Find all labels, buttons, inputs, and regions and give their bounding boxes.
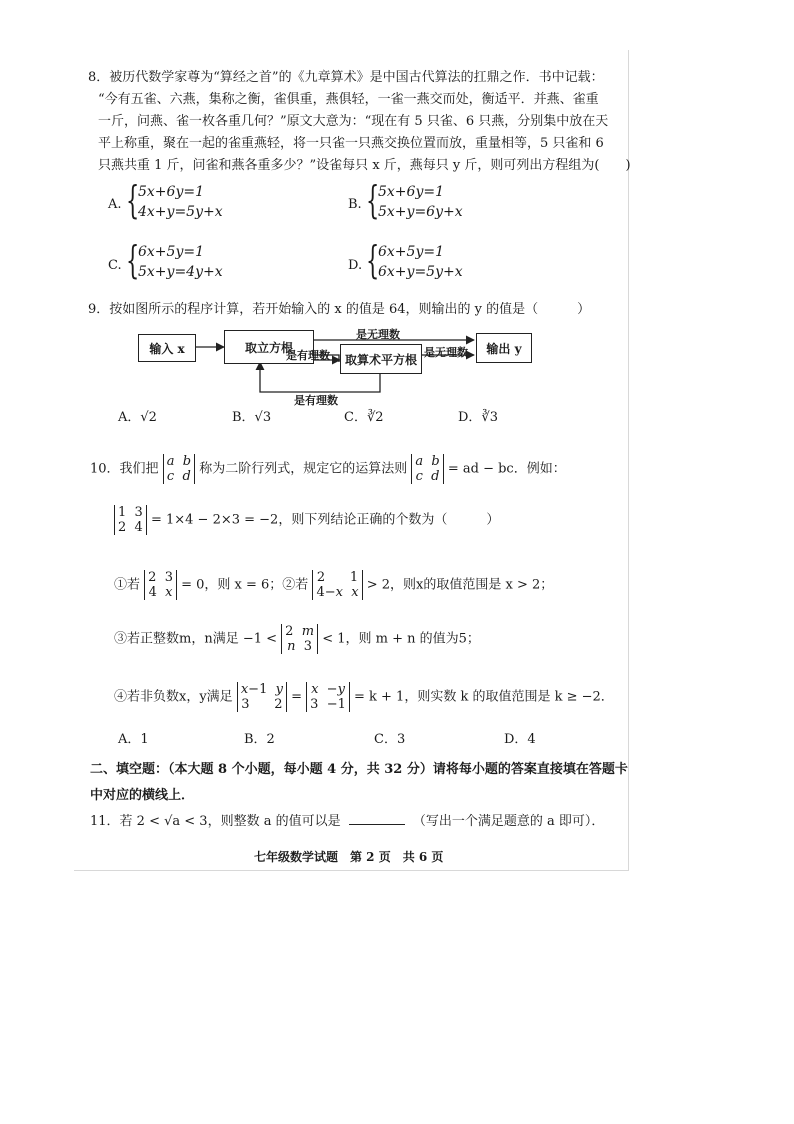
q10-s2-det: 2 1 4−x x [312, 570, 362, 600]
q8-line2: “今有五雀、六燕，集称之衡，雀俱重，燕俱轻，一雀一燕交而处，衡适平．并燕、雀重 [98, 92, 599, 107]
q8-line5: 只燕共重 1 斤，问雀和燕各重多少？”设雀每只 x 斤，燕每只 y 斤，则可列出方程组为( ) [98, 158, 631, 173]
q8-line3: 一斤，问燕、雀一枚各重几何？”原文大意为：“现在有 5 只雀、6 只燕，分别集中放在天 [98, 114, 609, 129]
q10-definition [90, 454, 566, 484]
q10-s3-det: 2 m n 3 [281, 624, 318, 654]
flow-cube-root-box: 取立方根 [224, 330, 314, 364]
q10-def-tail: = ad − bc．例如： [447, 461, 566, 477]
flow-label-irrational-mid: 是无理数 [424, 346, 468, 359]
q10-def-mid: 称为二阶行列式，规定它的运算法则 [199, 461, 408, 477]
q10-s4-det-2: x −y 3 −1 [306, 682, 350, 712]
page-footer: 七年级数学试题 第 2 页 共 6 页 [254, 850, 444, 864]
q10-statement-4: ④若非负数x，y满足 x−1 y 3 2 = x −y 3 −1 = k + 1，则实数 k 的取值范围是 k ≥ −2． [114, 682, 614, 712]
flow-sqrt-box: 取算术平方根 [340, 344, 422, 374]
q8-option-c-label: C. [108, 258, 122, 273]
q10-def-det: a b c d [163, 454, 195, 484]
q11-post: （写出一个满足题意的 a 即可）． [412, 814, 605, 829]
q8-a-eq2: 4x+y=5y+x [138, 204, 223, 220]
q10-option-b: B．2 [244, 732, 275, 747]
q8-a-eq1: 5x+6y=1 [138, 184, 204, 200]
q10-s4-det-1: x−1 y 3 2 [237, 682, 287, 712]
q8-d-eq2: 6x+y=5y+x [378, 264, 463, 280]
q9-option-c: C．∛2 [344, 410, 384, 425]
q10-example [114, 505, 499, 535]
flow-output-box: 输出 y [476, 333, 532, 363]
q8-c-eq1: 6x+5y=1 [138, 244, 204, 260]
q8-b-eq1: 5x+6y=1 [378, 184, 444, 200]
flow-label-rational-bottom: 是有理数 [294, 394, 338, 407]
section2-heading-line1: 二、填空题：（本大题 8 个小题，每小题 4 分，共 32 分）请将每小题的答案直接填在答题卡 [90, 762, 628, 777]
q10-s1-det: 2 3 4 x [144, 570, 177, 600]
q10-example-tail: = 1×4 − 2×3 = −2，则下列结论正确的个数为（ ） [150, 512, 500, 528]
q10-option-a: A．1 [118, 732, 149, 747]
exam-page: 8．被历代数学家尊为“算经之首”的《九章算术》是中国古代算法的扛鼎之作．书中记载： “今有五雀、六燕，集称之衡，雀俱重，燕俱轻，一雀一燕交而处，衡适平．并燕、雀重 一斤，问燕、雀一枚各重几何？”原文大意为：“现在有 5 只雀、6 只燕，分别集中放在天 平上称重，聚在一起的雀重燕轻，将一只雀一只燕交换位置而放，重量相等，5 只雀和 6 只燕共重 1 斤，问雀和燕各重多少？”设雀每只 x 斤，燕每只 y 斤，则可列出方程组为( ) A. { 5x+6y=1 4x+y=5y+x B. { 5x+6y=1 5x+y=6y+x C. { 6x+5y=1 5x+y=4y+x D. { 6x+5y=1 6x+y=5y+x 9．按如图所示的程序计算，若开始输入的 x 的值是 64，则输出的 y 的值是（ ） 输入 x 取立方根 取算术平方根 输出 y 是无理数 是有理数 是无理数 是有理数 A．√2 B．√3 C．∛2 D．∛3 10．我们把 a b c d 称为二阶行列式，规定它的运算法则 a b c d = ad − bc．例如： 1 3 2 4 = 1×4 − 2×3 = −2，则下列结论正确的个数为（ ） ①若 2 3 4 x = 0，则 x = 6；②若 2 1 4−x x > 2，则x的取值范围是 x > 2； ③若正整数m，n满足 −1 < 2 m n 3 < 1，则 m + n 的值为5； ④若非负数x，y满足 x−1 y 3 2 = x −y 3 −1 = k + 1，则实数 k 的取值范围是 k ≥ −2． A．1 B．2 C．3 D．4 二、填空题：（本大题 8 个小题，每小题 4 分，共 32 分）请将每小题的答案直接填在答题卡 中对应的横线上． 11．若 2 < √a < 3，则整数 a 的值可以是 （写出一个满足题意的 a 即可）． 七年级数学试题 第 2 页 共 6 页 [74, 50, 629, 871]
q9-stem: 9．按如图所示的程序计算，若开始输入的 x 的值是 64，则输出的 y 的值是（ ） [88, 302, 591, 317]
flow-label-irrational-top: 是无理数 [356, 328, 400, 341]
q8-option-d-label: D. [348, 258, 363, 273]
q11-answer-blank[interactable] [349, 824, 405, 825]
q8-option-a-label: A. [108, 197, 122, 212]
q10-statement-3: ③若正整数m，n满足 −1 < 2 m n 3 < 1，则 m + n 的值为5； [114, 624, 480, 654]
q9-option-a: A．√2 [118, 410, 157, 425]
flow-label-rational-mid: 是有理数 [286, 349, 330, 362]
q8-line4: 平上称重，聚在一起的雀重燕轻，将一只雀一只燕交换位置而放，重量相等，5 只雀和 6 [98, 136, 604, 151]
q10-option-d: D．4 [504, 732, 536, 747]
q8-d-eq1: 6x+5y=1 [378, 244, 444, 260]
q8-c-eq2: 5x+y=4y+x [138, 264, 223, 280]
q10-num: 10．我们把 [90, 461, 159, 477]
q8-line1: 8．被历代数学家尊为“算经之首”的《九章算术》是中国古代算法的扛鼎之作．书中记载： [88, 70, 604, 85]
section2-heading-line2: 中对应的横线上． [90, 788, 195, 803]
q9-option-d: D．∛3 [458, 410, 498, 425]
q11 [90, 814, 604, 830]
q9-option-b: B．√3 [232, 410, 272, 425]
q8-b-eq2: 5x+y=6y+x [378, 204, 463, 220]
q10-statement-1-2: ①若 2 3 4 x = 0，则 x = 6；②若 2 1 4−x x > 2，则x的取值范围是 x > 2； [114, 570, 554, 600]
q10-example-det: 1 3 2 4 [114, 505, 147, 535]
q11-pre: 11．若 2 < √a < 3，则整数 a 的值可以是 [90, 814, 341, 829]
q8-option-b-label: B. [348, 197, 362, 212]
q10-option-c: C．3 [374, 732, 406, 747]
flow-input-box: 输入 x [138, 334, 196, 362]
q10-rule-det: a b c d [411, 454, 443, 484]
